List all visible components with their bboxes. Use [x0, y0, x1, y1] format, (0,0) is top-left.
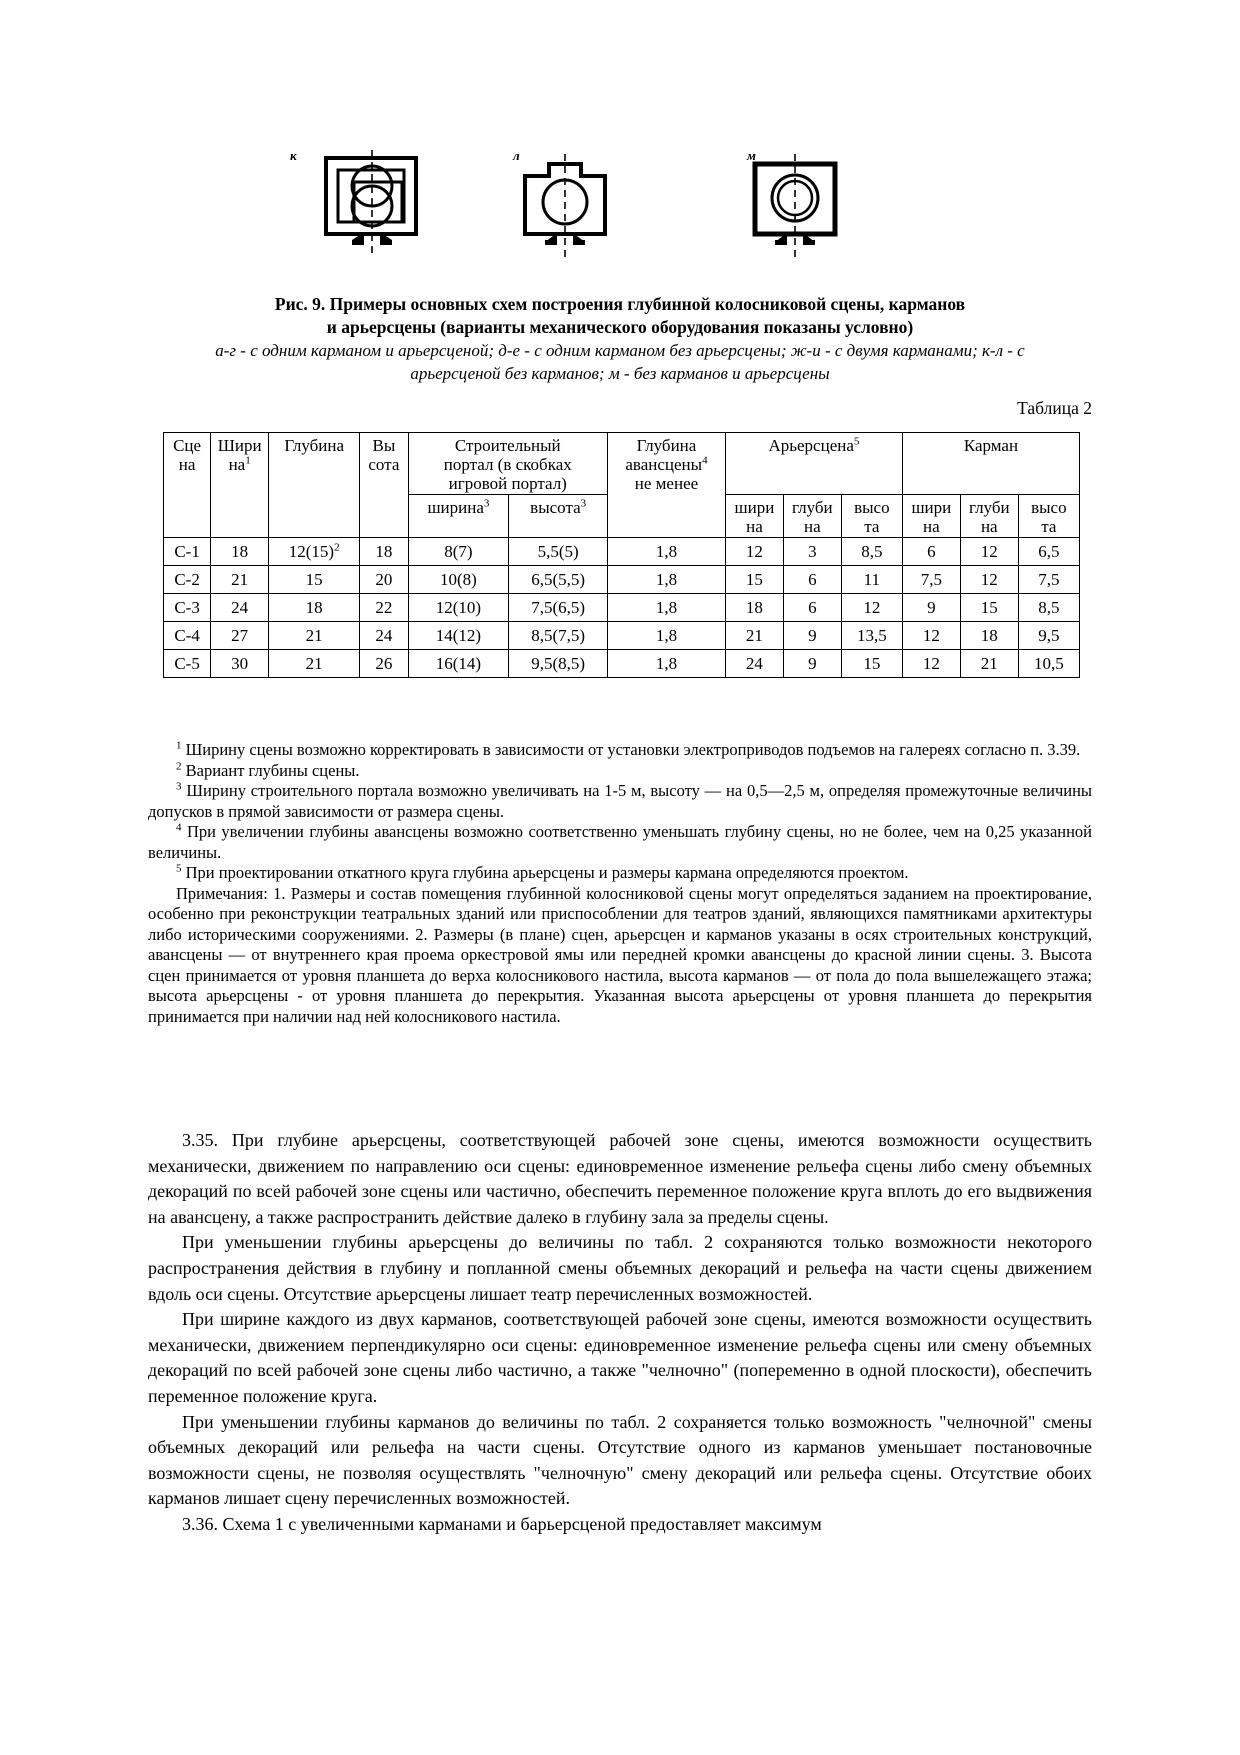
table-row [164, 538, 1080, 566]
th-apron-l1: Глубина [636, 436, 697, 455]
cell-bs-height: 8,5 [841, 538, 902, 566]
th-backstage-sup: 5 [853, 435, 860, 448]
cell-pk-height: 6,5 [1018, 538, 1079, 566]
th-width-l1: Шири [217, 436, 262, 455]
cell-apron-depth: 1,8 [608, 622, 726, 650]
cell-portal-height: 7,5(6,5) [509, 594, 608, 622]
diagram-k-label: к [290, 148, 297, 163]
cell-bs-width: 18 [725, 594, 783, 622]
th-bs-height-l1: высо [854, 498, 890, 517]
cell-depth: 15 [269, 566, 360, 594]
th-pk-height-l1: высо [1031, 498, 1067, 517]
cell-pk-depth: 12 [960, 538, 1018, 566]
paragraph-pocket-reduction: При уменьшении глубины карманов до величины по табл. 2 сохраняется только возможность "челночной" смены объемных декораций или рельефа на части сцены. Отсутствие одного из карманов уменьшает постановочные возможности сцены, не позволяя осуществлять "челночную" смену декораций или рельефа сцены. Отсутствие обоих карманов лишает сцену перечисленных возможностей. [148, 1411, 1092, 1509]
cell-width: 27 [211, 622, 269, 650]
th-width-sup: 1 [245, 454, 251, 467]
cell-pk-depth: 18 [960, 622, 1018, 650]
table-2-wrapper [163, 432, 1080, 678]
th-backstage-label: Арьерсцена [768, 436, 854, 455]
cell-pk-width: 12 [902, 622, 960, 650]
th-height-l2: сота [368, 455, 400, 474]
cell-pk-width: 9 [902, 594, 960, 622]
th-depth: Глубина [269, 433, 360, 538]
cell-depth: 18 [269, 594, 360, 622]
cell-depth: 21 [269, 622, 360, 650]
cell-pk-width: 12 [902, 650, 960, 678]
th-pk-depth-l1: глуби [968, 498, 1010, 517]
table-row [164, 566, 1080, 594]
figure-caption [150, 293, 1090, 385]
th-bs-width-l1: шири [734, 498, 775, 517]
diagram-l-svg [505, 140, 635, 265]
cell-height: 20 [360, 566, 408, 594]
th-portal-l1: Строительный [454, 436, 561, 455]
footnote-5-marker: 5 [176, 862, 182, 875]
footnote-3 [148, 781, 1092, 822]
cell-bs-height: 12 [841, 594, 902, 622]
paragraph-pocket-width: При ширине каждого из двух карманов, соответствующей рабочей зоне сцены, имеются возможности осуществить механически, движением перпендикулярно оси сцены: единовременное изменение рельефа сцены или смену объемных декораций по всей рабочей зоне сцены либо частично, а также "челночно" (попеременно в одной плоскости), обеспечить переменное положение круга. [148, 1309, 1092, 1406]
cell-bs-depth: 6 [783, 594, 841, 622]
table-row [164, 622, 1080, 650]
caption-line-1: Рис. 9. Примеры основных схем построения глубинной колосниковой сцены, карманов [274, 294, 966, 314]
table-number-label: Таблица 2 [1017, 398, 1092, 418]
th-height-l1: Вы [372, 436, 396, 455]
table-row [164, 594, 1080, 622]
footnote-3-marker: 3 [176, 780, 182, 793]
cell-portal-width: 12(10) [408, 594, 509, 622]
cell-depth [269, 538, 360, 566]
cell-depth-value: 12(15) [288, 541, 335, 561]
th-pk-height-l2: та [1041, 517, 1057, 536]
paragraph-backstage-reduction: При уменьшении глубины арьерсцены до величины по табл. 2 сохраняются только возможности некоторого распространения действия в глубину и попланной смены объемных декораций и рельефа на части сцены движением вдоль оси сцены. Отсутствие арьерсцены лишает театр перечисленных возможностей. [148, 1232, 1092, 1304]
th-portal-height-sup: 3 [580, 497, 587, 510]
th-width [211, 433, 269, 538]
table-row [164, 650, 1080, 678]
cell-scene: С-3 [164, 594, 211, 622]
footnote-4-text: При увеличении глубины авансцены возможно соответственно уменьшать глубину сцены, но не более, чем на 0,25 указанной величины. [148, 822, 1093, 862]
cell-width: 24 [211, 594, 269, 622]
cell-pk-depth: 15 [960, 594, 1018, 622]
footnote-3-text: Ширину строительного портала возможно увеличивать на 1-5 м, высоту — на 0,5—2,5 м, определяя промежуточные величины допусков в прямой зависимости от размера сцены. [148, 781, 1092, 821]
cell-width: 30 [211, 650, 269, 678]
th-portal-height [509, 495, 608, 538]
footnote-1 [148, 740, 1092, 761]
caption-line-2: и арьерсцены (варианты механического оборудования показаны условно) [326, 317, 914, 337]
th-portal-l2: портал (в скобках [443, 455, 572, 474]
cell-bs-height: 13,5 [841, 622, 902, 650]
th-bs-height-l2: та [864, 517, 880, 536]
th-scene-l1: Сце [173, 436, 202, 455]
diagram-m [735, 140, 865, 270]
footnotes-block [148, 740, 1092, 1027]
th-pk-height [1018, 495, 1079, 538]
cell-width: 21 [211, 566, 269, 594]
cell-height: 22 [360, 594, 408, 622]
th-bs-width-l2: на [746, 517, 763, 536]
th-bs-depth-l1: глуби [792, 498, 833, 517]
th-pk-depth-l2: на [980, 517, 998, 536]
paragraph-3-36: 3.36. Схема 1 с увеличенными карманами и барьерсценой предоставляет максимум [182, 1513, 822, 1534]
body-paragraphs [148, 1128, 1092, 1538]
th-scene [164, 433, 211, 538]
th-pocket-group: Карман [902, 433, 1079, 495]
footnote-4 [148, 822, 1092, 863]
caption-legend: а-г - с одним карманом и арьерсценой; д-е - с одним карманом без арьерсцены; ж-и - с двумя карманами; к-л - с арьерсценой без карманов; м - без карманов и арьерсцены [215, 341, 1025, 383]
cell-scene: С-4 [164, 622, 211, 650]
th-bs-height [841, 495, 902, 538]
th-apron-l2: авансцены [625, 455, 703, 474]
cell-height: 26 [360, 650, 408, 678]
cell-height: 24 [360, 622, 408, 650]
cell-pk-height: 8,5 [1018, 594, 1079, 622]
table-body [164, 538, 1080, 678]
th-portal-width [408, 495, 509, 538]
cell-pk-width: 6 [902, 538, 960, 566]
th-portal-height-label: высота [530, 498, 581, 517]
cell-apron-depth: 1,8 [608, 566, 726, 594]
cell-portal-width: 14(12) [408, 622, 509, 650]
th-pk-width-l1: шири [911, 498, 952, 517]
cell-bs-width: 15 [725, 566, 783, 594]
th-portal-l3: игровой портал) [448, 474, 567, 493]
cell-bs-depth: 9 [783, 650, 841, 678]
cell-bs-width: 21 [725, 622, 783, 650]
cell-pk-depth: 12 [960, 566, 1018, 594]
th-scene-l2: на [178, 455, 196, 474]
cell-pk-depth: 21 [960, 650, 1018, 678]
cell-depth: 21 [269, 650, 360, 678]
cell-portal-width: 8(7) [408, 538, 509, 566]
diagram-m-label: м [747, 148, 756, 163]
footnote-2 [148, 761, 1092, 782]
cell-height: 18 [360, 538, 408, 566]
paragraph-3-35: 3.35. При глубине арьерсцены, соответствующей рабочей зоне сцены, имеются возможности осуществить механически, движением по направлению оси сцены: единовременное изменение рельефа сцены либо смену объемных декораций по всей рабочей зоне сцены или частично, обеспечить переменное положение круга вплоть до его выдвижения на авансцену, а также распространить действие далеко в глубину зала за пределы сцены. [148, 1130, 1092, 1227]
th-pk-depth [960, 495, 1018, 538]
cell-pk-height: 9,5 [1018, 622, 1079, 650]
cell-scene: С-5 [164, 650, 211, 678]
cell-pk-height: 7,5 [1018, 566, 1079, 594]
cell-bs-depth: 9 [783, 622, 841, 650]
th-width-l2: на [228, 455, 246, 474]
cell-width: 18 [211, 538, 269, 566]
cell-portal-width: 16(14) [408, 650, 509, 678]
cell-pk-height: 10,5 [1018, 650, 1079, 678]
cell-scene: С-1 [164, 538, 211, 566]
th-bs-depth-l2: на [804, 517, 821, 536]
table-2 [163, 432, 1080, 678]
figure-9-diagrams [0, 140, 1240, 290]
cell-bs-width: 24 [725, 650, 783, 678]
cell-portal-height: 6,5(5,5) [509, 566, 608, 594]
th-pk-width [902, 495, 960, 538]
cell-bs-height: 11 [841, 566, 902, 594]
th-bs-width [725, 495, 783, 538]
header-row-1 [164, 433, 1080, 495]
cell-pk-width: 7,5 [902, 566, 960, 594]
cell-scene: С-2 [164, 566, 211, 594]
cell-portal-height: 9,5(8,5) [509, 650, 608, 678]
footnote-4-marker: 4 [176, 821, 182, 834]
th-height [360, 433, 408, 538]
th-backstage-group [725, 433, 902, 495]
th-apron-depth [608, 433, 726, 538]
table-head [164, 433, 1080, 538]
cell-portal-width: 10(8) [408, 566, 509, 594]
footnote-1-text: Ширину сцены возможно корректировать в зависимости от установки электроприводов подъемов на галереях согласно п. 3.39. [185, 740, 1081, 759]
diagram-k-svg [318, 140, 448, 265]
th-portal-width-label: ширина [427, 498, 484, 517]
cell-apron-depth: 1,8 [608, 594, 726, 622]
diagram-l-label: л [513, 148, 520, 163]
th-portal-group [408, 433, 608, 495]
cell-bs-height: 15 [841, 650, 902, 678]
footnote-1-marker: 1 [176, 739, 182, 752]
cell-portal-height: 8,5(7,5) [509, 622, 608, 650]
footnote-2-text: Вариант глубины сцены. [185, 760, 360, 780]
diagram-l [505, 140, 635, 270]
footnote-2-marker: 2 [176, 760, 182, 772]
footnote-5-text: При проектировании откатного круга глубина арьерсцены и размеры кармана определяются проектом. [185, 863, 909, 882]
cell-bs-depth: 6 [783, 566, 841, 594]
cell-bs-width: 12 [725, 538, 783, 566]
cell-apron-depth: 1,8 [608, 650, 726, 678]
th-pk-width-l2: на [923, 517, 940, 536]
diagram-k [290, 140, 448, 270]
cell-portal-height: 5,5(5) [509, 538, 608, 566]
cell-apron-depth: 1,8 [608, 538, 726, 566]
th-portal-width-sup: 3 [483, 497, 490, 510]
th-bs-depth [783, 495, 841, 538]
footnote-5 [148, 863, 1092, 884]
cell-depth-sup: 2 [334, 540, 340, 553]
th-apron-sup: 4 [702, 454, 708, 467]
footnote-general-notes: Примечания: 1. Размеры и состав помещения глубинной колосниковой сцены могут определяться заданием на проектирование, особенно при реконструкции театральных зданий или приспособлении для театров зданий, являющихся памятниками архитектуры либо историческими сооружениями. 2. Размеры (в плане) сцен, арьерсцен и карманов указаны в осях строительных конструкций, авансцены — от внутреннего края проема оркестровой ямы или передней кромки авансцены до красной линии сцены. 3. Высота сцен принимается от уровня планшета до верха колосникового настила, высота карманов — от пола до пола вышележащего этажа; высота арьерсцены - от уровня планшета до перекрытия. Указанная высота арьерсцены от уровня планшета до перекрытия принимается при наличии над ней колосникового настила. [148, 883, 1092, 1026]
th-apron-l3: не менее [634, 474, 699, 493]
cell-bs-depth: 3 [783, 538, 841, 566]
